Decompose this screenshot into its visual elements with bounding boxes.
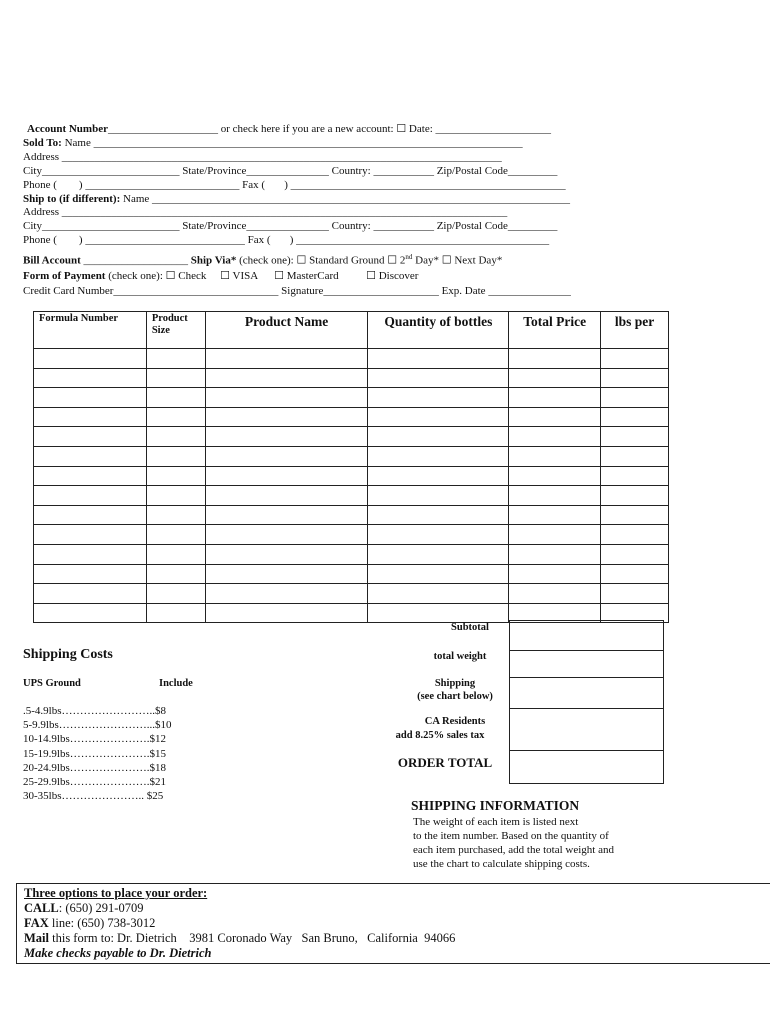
ship-via-options[interactable]: (check one): ☐ Standard Ground ☐ 2 xyxy=(236,254,406,267)
totals-box xyxy=(509,620,664,784)
table-cell[interactable] xyxy=(509,446,601,466)
date-blank[interactable]: _____________________ xyxy=(435,123,552,135)
credit-card-line[interactable]: Credit Card Number______________________________ Signature_____________________ Exp. Date _______________ xyxy=(23,285,571,297)
table-cell[interactable] xyxy=(205,466,368,486)
ship-to-name-field[interactable]: Name ____________________________________________________________________________ xyxy=(120,193,571,205)
ship-to-city-line[interactable]: City_________________________ State/Province_______________ Country: ___________ Zip/Postal Code_________ xyxy=(23,220,558,232)
sold-to-city-line[interactable]: City_________________________ State/Province_______________ Country: ___________ Zip/Postal Code_________ xyxy=(23,165,558,177)
shipping-rate-item: 20-24.9lbs………………….$18 xyxy=(23,761,166,774)
shipping-note: (see chart below) xyxy=(417,691,493,702)
table-cell[interactable] xyxy=(146,564,205,584)
order-options-title: Three options to place your order: xyxy=(24,886,208,900)
table-cell[interactable] xyxy=(368,466,509,486)
ca-tax-field[interactable] xyxy=(510,709,663,751)
shipping-info-line: The weight of each item is listed next xyxy=(413,816,579,828)
table-cell[interactable] xyxy=(34,407,147,427)
table-cell[interactable] xyxy=(34,368,147,388)
table-cell[interactable] xyxy=(601,388,669,408)
table-cell[interactable] xyxy=(34,584,147,604)
call-line xyxy=(24,901,143,916)
table-row xyxy=(34,407,669,427)
table-row xyxy=(34,446,669,466)
table-cell[interactable] xyxy=(34,446,147,466)
ship-via-label: Ship Via* xyxy=(190,254,237,267)
table-cell[interactable] xyxy=(601,525,669,545)
table-row xyxy=(34,525,669,545)
table-cell[interactable] xyxy=(509,525,601,545)
table-cell[interactable] xyxy=(205,349,368,369)
col-product-size: Product Size xyxy=(146,312,205,349)
shipping-info-line: each item purchased, add the total weight and xyxy=(413,844,614,856)
col-formula-number: Formula Number xyxy=(34,312,147,349)
table-row xyxy=(34,388,669,408)
shipping-rate-item: 30-35lbs………………….. $25 xyxy=(23,790,164,803)
ca-residents-label: CA Residents xyxy=(424,716,486,727)
table-cell[interactable] xyxy=(368,603,509,623)
shipping-field[interactable] xyxy=(510,678,663,709)
table-cell[interactable] xyxy=(146,446,205,466)
total-weight-field[interactable] xyxy=(510,651,663,678)
table-cell[interactable] xyxy=(601,446,669,466)
mail-address: this form to: Dr. Dietrich 3981 Coronado Way San Bruno, California 94066 xyxy=(49,931,456,945)
table-cell[interactable] xyxy=(205,584,368,604)
shipping-info-line: to the item number. Based on the quantity of xyxy=(413,830,609,842)
table-cell[interactable] xyxy=(146,349,205,369)
table-cell[interactable] xyxy=(509,544,601,564)
table-row xyxy=(34,368,669,388)
bill-account-blank[interactable]: ___________________ xyxy=(80,254,191,267)
table-cell[interactable] xyxy=(509,486,601,506)
account-number-line[interactable] xyxy=(27,123,551,136)
table-cell[interactable] xyxy=(509,466,601,486)
table-cell[interactable] xyxy=(601,544,669,564)
shipping-costs-title: Shipping Costs xyxy=(23,647,113,662)
table-cell[interactable] xyxy=(146,544,205,564)
checks-payable: Make checks payable to Dr. Dietrich xyxy=(24,946,212,960)
new-account-text[interactable]: or check here if you are a new account: ☐ Date: xyxy=(217,123,436,135)
table-cell[interactable] xyxy=(146,407,205,427)
sold-to-name-line[interactable] xyxy=(23,137,523,150)
shipping-info-line: use the chart to calculate shipping costs. xyxy=(413,858,590,870)
table-cell[interactable] xyxy=(601,427,669,447)
fax-line xyxy=(24,916,155,931)
table-cell[interactable] xyxy=(146,603,205,623)
table-cell[interactable] xyxy=(205,525,368,545)
table-cell[interactable] xyxy=(509,564,601,584)
table-cell[interactable] xyxy=(368,544,509,564)
call-number: : (650) 291-0709 xyxy=(58,901,144,915)
table-cell[interactable] xyxy=(205,505,368,525)
account-number-label: Account Number xyxy=(27,123,108,135)
table-cell[interactable] xyxy=(509,505,601,525)
ups-ground-label: UPS Ground xyxy=(23,678,81,689)
ship-to-name-line[interactable] xyxy=(23,193,570,206)
table-cell[interactable] xyxy=(368,584,509,604)
call-label: CALL xyxy=(24,901,59,915)
table-cell[interactable] xyxy=(205,427,368,447)
order-total-field[interactable] xyxy=(510,751,663,784)
ship-to-address-field[interactable]: Address _________________________________________________________________________________ xyxy=(23,206,508,218)
account-number-blank[interactable]: ____________________ xyxy=(107,123,218,135)
sold-to-address-field[interactable]: Address ________________________________________________________________________________ xyxy=(23,151,502,163)
subtotal-field[interactable] xyxy=(510,621,663,651)
table-cell[interactable] xyxy=(146,505,205,525)
fax-label: FAX xyxy=(24,916,49,930)
table-cell[interactable] xyxy=(34,466,147,486)
table-cell[interactable] xyxy=(205,388,368,408)
table-cell[interactable] xyxy=(146,466,205,486)
table-cell[interactable] xyxy=(509,349,601,369)
table-cell[interactable] xyxy=(205,603,368,623)
ship-via-superscript: nd xyxy=(405,253,413,261)
table-cell[interactable] xyxy=(34,505,147,525)
table-cell[interactable] xyxy=(205,486,368,506)
order-options-box xyxy=(16,883,770,964)
table-row xyxy=(34,427,669,447)
table-cell[interactable] xyxy=(368,564,509,584)
ship-to-phone-line[interactable]: Phone ( ) _____________________________ Fax ( ) ______________________________________________ xyxy=(23,234,550,246)
table-row xyxy=(34,466,669,486)
table-cell[interactable] xyxy=(368,407,509,427)
table-cell[interactable] xyxy=(509,388,601,408)
shipping-rate-item: 15-19.9lbs………………….$15 xyxy=(23,747,166,760)
table-cell[interactable] xyxy=(205,368,368,388)
sold-to-label: Sold To: xyxy=(23,137,62,149)
table-cell[interactable] xyxy=(205,564,368,584)
mail-label: Mail xyxy=(24,931,49,945)
table-cell[interactable] xyxy=(601,584,669,604)
mail-line xyxy=(24,931,455,946)
payment-line[interactable] xyxy=(23,270,418,283)
shipping-rate-item: .5-4.9lbs……………………..$8 xyxy=(23,705,166,717)
table-row xyxy=(34,584,669,604)
shipping-info-title: SHIPPING INFORMATION xyxy=(411,798,580,813)
table-cell[interactable] xyxy=(368,427,509,447)
table-cell[interactable] xyxy=(601,407,669,427)
payment-label: Form of Payment xyxy=(23,270,106,282)
table-cell[interactable] xyxy=(601,466,669,486)
col-lbs-per: lbs per xyxy=(601,312,669,349)
table-cell[interactable] xyxy=(509,427,601,447)
table-cell[interactable] xyxy=(509,368,601,388)
table-cell[interactable] xyxy=(601,368,669,388)
col-product-name: Product Name xyxy=(205,312,368,349)
table-row xyxy=(34,349,669,369)
table-cell[interactable] xyxy=(205,446,368,466)
table-cell[interactable] xyxy=(601,486,669,506)
table-row xyxy=(34,486,669,506)
table-cell[interactable] xyxy=(34,603,147,623)
table-cell[interactable] xyxy=(146,525,205,545)
table-cell[interactable] xyxy=(368,388,509,408)
table-cell[interactable] xyxy=(146,486,205,506)
shipping-rate-item: 10-14.9lbs………………….$12 xyxy=(23,733,166,746)
include-label: Include xyxy=(159,678,193,689)
table-cell[interactable] xyxy=(146,427,205,447)
table-cell[interactable] xyxy=(509,584,601,604)
table-cell[interactable] xyxy=(368,368,509,388)
table-cell[interactable] xyxy=(34,564,147,584)
table-cell[interactable] xyxy=(368,349,509,369)
order-total-label: ORDER TOTAL xyxy=(397,755,493,770)
table-cell[interactable] xyxy=(34,349,147,369)
shipping-rate-item: 5-9.9lbs……………………...$10 xyxy=(23,719,172,732)
table-row xyxy=(34,505,669,525)
payment-options[interactable]: (check one): ☐ Check ☐ VISA ☐ MasterCard ☐ Discover xyxy=(105,270,419,282)
table-row xyxy=(34,544,669,564)
table-cell[interactable] xyxy=(34,544,147,564)
table-cell[interactable] xyxy=(34,388,147,408)
sold-to-name-field[interactable]: Name ______________________________________________________________________________ xyxy=(61,137,523,149)
table-cell[interactable] xyxy=(368,525,509,545)
table-cell[interactable] xyxy=(601,349,669,369)
shipping-label: Shipping xyxy=(434,678,476,689)
table-cell[interactable] xyxy=(368,505,509,525)
table-cell[interactable] xyxy=(146,584,205,604)
table-header-row xyxy=(34,312,669,349)
table-cell[interactable] xyxy=(601,564,669,584)
ship-to-label: Ship to (if different): xyxy=(23,193,121,205)
table-cell[interactable] xyxy=(34,427,147,447)
bill-account-line[interactable] xyxy=(23,251,502,268)
bill-account-label: Bill Account xyxy=(23,254,81,267)
col-total-price: Total Price xyxy=(509,312,601,349)
total-weight-label: total weight xyxy=(433,651,487,662)
table-row xyxy=(34,564,669,584)
table-cell[interactable] xyxy=(205,407,368,427)
table-cell[interactable] xyxy=(601,505,669,525)
table-cell[interactable] xyxy=(509,407,601,427)
shipping-rate-item: 25-29.9lbs………………….$21 xyxy=(23,776,166,788)
table-cell[interactable] xyxy=(34,525,147,545)
table-cell[interactable] xyxy=(368,446,509,466)
order-items-table xyxy=(33,311,669,623)
table-cell[interactable] xyxy=(368,486,509,506)
subtotal-label: Subtotal xyxy=(451,622,489,633)
ca-tax-label: add 8.25% sales tax xyxy=(395,730,485,741)
sold-to-phone-line[interactable]: Phone ( ) ____________________________ Fax ( ) __________________________________________________ xyxy=(23,179,566,191)
fax-number: line: (650) 738-3012 xyxy=(48,916,156,930)
table-cell[interactable] xyxy=(34,486,147,506)
table-cell[interactable] xyxy=(146,388,205,408)
table-cell[interactable] xyxy=(146,368,205,388)
col-quantity: Quantity of bottles xyxy=(368,312,509,349)
ship-via-options-end[interactable]: Day* ☐ Next Day* xyxy=(412,254,503,267)
table-cell[interactable] xyxy=(205,544,368,564)
